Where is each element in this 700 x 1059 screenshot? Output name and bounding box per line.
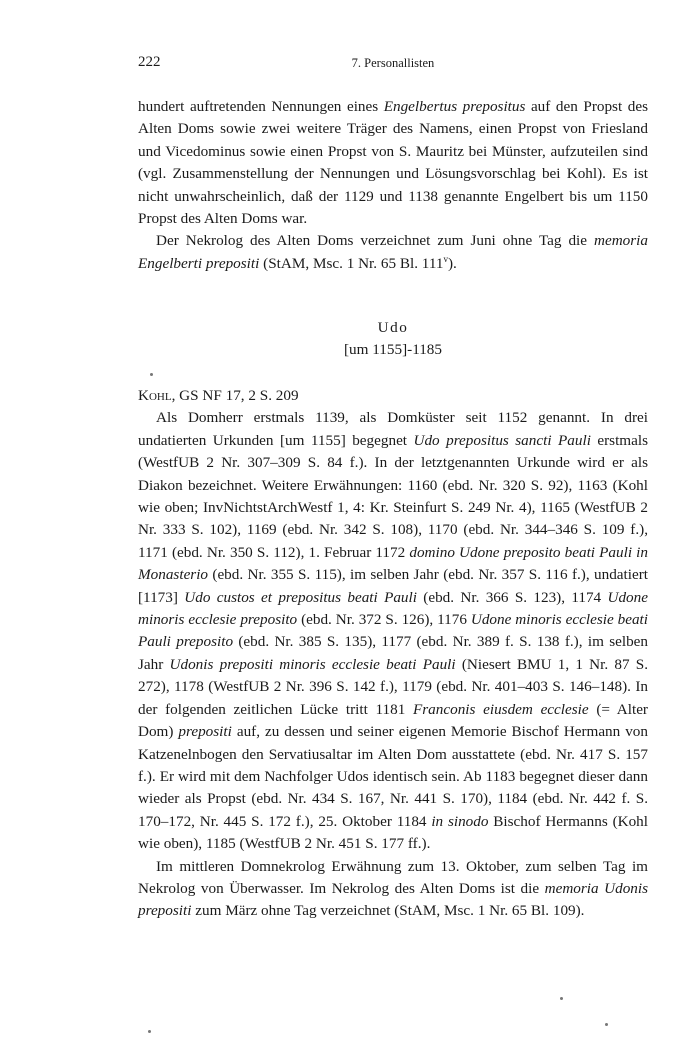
entry-paragraph-2 [138, 856, 648, 923]
entry-source [138, 385, 648, 407]
body-text: erstmals (WestfUB 2 Nr. 307–309 S. 84 f.). In der letztgenannten Urkunde wird er als Diakon bezeichnet. Weitere Erwähnungen: 1160 (ebd. Nr. 320 S. 92), 1163 (Kohl wie oben; InvNichtstArchWestf 1, 4: Kr. Steinfurt S. 249 Nr. 4), 1165 (WestfUB 2 Nr. 333 S. 102), 1169 (ebd. Nr. 342 S. 108), 1170 (ebd. Nr. 344–346 S. 109 f.), 1171 (ebd. Nr. 350 S. 112), 1. Februar 1172 [138, 431, 648, 561]
italic-text: memoria Engelberti prepositi [138, 232, 648, 272]
entry-name: Udo [377, 319, 409, 336]
stray-mark [148, 1030, 151, 1033]
stray-mark [605, 1023, 608, 1026]
intro-paragraph-2 [138, 230, 648, 275]
italic-text: Udone minoris ecclesie beati Pauli preposito [138, 611, 648, 651]
page-number: 222 [138, 54, 161, 70]
superscript-text: v [443, 253, 448, 264]
body-text: (ebd. Nr. 366 S. 123), 1174 [416, 588, 608, 606]
body-text: , GS NF 17, 2 S. 209 [171, 387, 299, 404]
italic-text: prepositi [178, 723, 232, 741]
body-text: Als Domherr erstmals 1139, als Domküster seit 1152 genannt. In drei undatierten Urkunden [um 1155] begegnet [138, 409, 648, 449]
body-text: (ebd. Nr. 355 S. 115), im selben Jahr (ebd. Nr. 357 S. 116 f.), undatiert [1173] [138, 566, 648, 606]
body-text: auf den Propst des Alten Doms sowie zwei weitere Träger des Namens, einen Propst von Friesland und Vicedominus sowie einen Propst von S. Mauritz bei Münster, aufzuteilen sind (vgl. Zusammenstellung der Nennungen und Lösungsvorschlag bei Kohl). Es ist nicht unwahrscheinlich, daß der 1129 und 1138 genannte Engelbert bis um 1150 Propst des Alten Doms war. [138, 98, 648, 228]
entry-dates: [um 1155]-1185 [344, 341, 442, 358]
intro-paragraph-1 [138, 96, 648, 230]
stray-mark [150, 373, 153, 376]
running-head: 7. Personallisten [351, 56, 435, 70]
entry-paragraph-1 [138, 407, 648, 855]
body-text: ). [447, 254, 457, 272]
body-text: (= Alter Dom) [138, 700, 648, 741]
page-header [138, 54, 648, 74]
body-text: (Niesert BMU 1, 1 Nr. 87 S. 272), 1178 (WestfUB 2 Nr. 396 S. 142 f.), 1179 (ebd. Nr. 401–403 S. 146–148). In der folgenden zeitlichen Lücke tritt 1181 [138, 655, 648, 718]
italic-text: domino Udone preposito beati Pauli in Monasterio [138, 543, 649, 584]
body-text: Der Nekrolog des Alten Doms verzeichnet zum Juni ohne Tag die [156, 232, 594, 250]
body-text: Im mittleren Domnekrolog Erwähnung zum 13. Oktober, zum selben Tag im Nekrolog von Überwasser. Im Nekrolog des Alten Doms ist die [138, 857, 648, 897]
italic-text: Udo custos et prepositus beati Pauli [184, 588, 417, 606]
italic-text: Udo prepositus sancti Pauli [413, 431, 591, 449]
italic-text: memoria Udonis prepositi [138, 879, 649, 920]
body-text: hundert auftretenden Nennungen eines [138, 98, 384, 115]
body-text: (StAM, Msc. 1 Nr. 65 Bl. 111 [259, 254, 444, 272]
body-text: (ebd. Nr. 385 S. 135), 1177 (ebd. Nr. 389 f. S. 138 f.), im selben Jahr [138, 633, 648, 673]
body-text: (ebd. Nr. 372 S. 126), 1176 [297, 611, 471, 629]
italic-text: in sinodo [431, 812, 489, 830]
italic-text: Udone minoris ecclesie preposito [138, 588, 648, 629]
entry-section [138, 385, 648, 923]
stray-mark [560, 997, 563, 1000]
intro-section [138, 96, 648, 275]
italic-text: Udonis prepositi minoris ecclesie beati Pauli [169, 655, 456, 673]
body-text: zum März ohne Tag verzeichnet (StAM, Msc. 1 Nr. 65 Bl. 109). [191, 902, 585, 920]
body-text: Bischof Hermanns (Kohl wie oben), 1185 (WestfUB 2 Nr. 451 S. 177 ff.). [138, 812, 648, 853]
italic-text: Franconis eiusdem ecclesie [412, 700, 589, 718]
author-name: Kohl [138, 387, 172, 404]
body-text: auf, zu dessen und seiner eigenen Memorie Bischof Hermann von Katzenelnbogen den Servatiusaltar im Alten Dom ausstattete (ebd. Nr. 417 S. 157 f.). Er wird mit dem Nachfolger Udos identisch sein. Ab 1183 begegnet dieser dann wieder als Propst (ebd. Nr. 434 S. 167, Nr. 441 S. 170), 1184 (ebd. Nr. 442 f. S. 170–172, Nr. 445 S. 172 f.), 25. Oktober 1184 [138, 723, 648, 830]
italic-text: Engelbertus prepositus [383, 98, 526, 115]
